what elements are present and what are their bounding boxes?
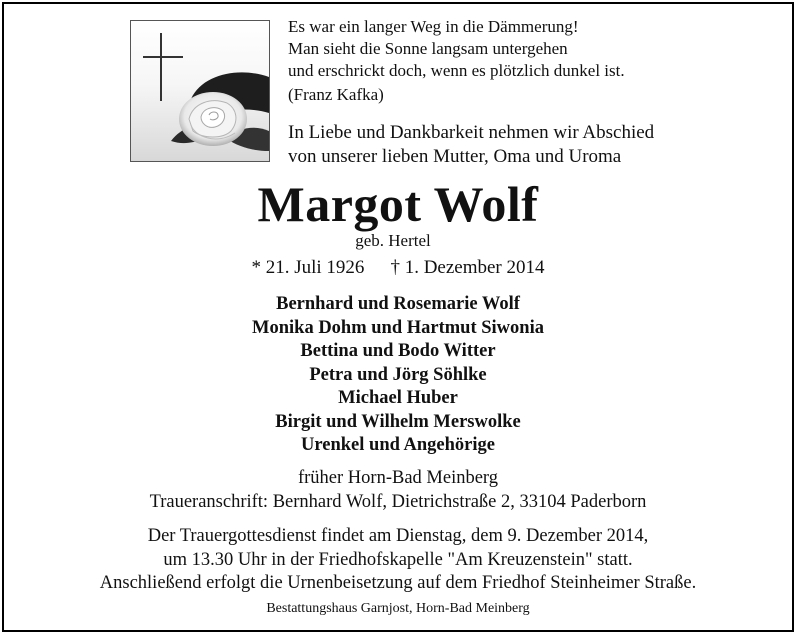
- cross-and-rose-photo: [130, 20, 270, 162]
- family-member: Michael Huber: [338, 388, 458, 408]
- intro-line: von unserer lieben Mutter, Oma und Uroma: [288, 146, 622, 167]
- poem-line: und erschrickt doch, wenn es plötzlich dunkel ist.: [288, 61, 625, 80]
- mourning-address: Traueranschrift: Bernhard Wolf, Dietrichstraße 2, 33104 Paderborn: [149, 492, 647, 512]
- family-list: [0, 293, 796, 458]
- service-info: [0, 525, 796, 596]
- death-date: † 1. Dezember 2014: [390, 257, 545, 278]
- poem-quote: [288, 16, 625, 106]
- family-member: Birgit und Wilhelm Merswolke: [275, 411, 521, 432]
- funeral-home: Bestattungshaus Garnjost, Horn-Bad Meinberg: [266, 601, 530, 616]
- poem-line: Es war ein langer Weg in die Dämmerung!: [288, 17, 579, 36]
- poem-line: Man sieht die Sonne langsam untergehen: [288, 39, 568, 58]
- family-member: Bernhard und Rosemarie Wolf: [276, 294, 520, 314]
- intro-line: In Liebe und Dankbarkeit nehmen wir Abschied: [288, 122, 655, 143]
- family-member: Monika Dohm und Hartmut Siwonia: [252, 317, 544, 338]
- service-line: Der Trauergottesdienst findet am Dienstag, dem 9. Dezember 2014,: [147, 526, 649, 546]
- rose-image: [131, 21, 269, 161]
- maiden-name: geb. Hertel: [355, 231, 431, 250]
- poem-credit: (Franz Kafka): [288, 85, 384, 104]
- former-residence: früher Horn-Bad Meinberg: [297, 468, 498, 488]
- deceased-name: Margot Wolf: [257, 176, 539, 232]
- cross-icon: [143, 33, 183, 101]
- service-line: um 13.30 Uhr in der Friedhofskapelle "Am Kreuzenstein" statt.: [163, 549, 633, 570]
- life-dates: [0, 255, 796, 281]
- address-block: [0, 466, 796, 514]
- family-member: Urenkel und Angehörige: [301, 435, 495, 455]
- birth-date: * 21. Juli 1926: [251, 257, 365, 278]
- family-member: Petra und Jörg Söhlke: [309, 364, 487, 385]
- service-line: Anschließend erfolgt die Urnenbeisetzung auf dem Friedhof Steinheimer Straße.: [99, 573, 697, 593]
- family-member: Bettina und Bodo Witter: [300, 341, 496, 361]
- farewell-intro: [288, 121, 654, 169]
